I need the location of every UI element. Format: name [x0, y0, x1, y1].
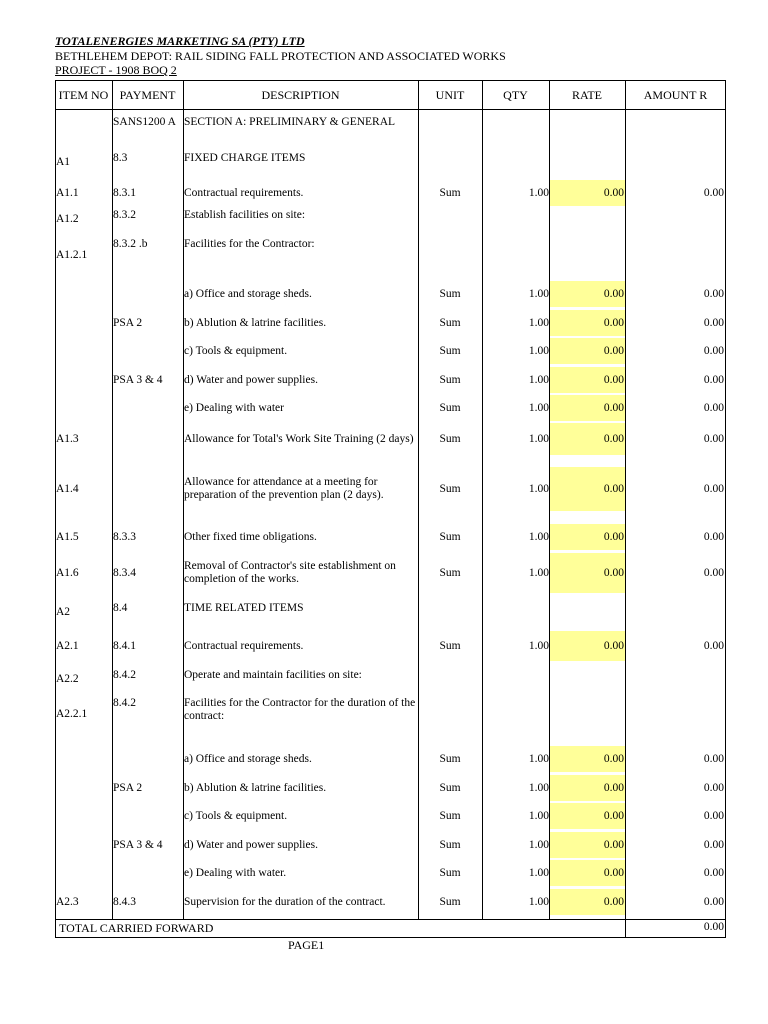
payment-ref-cell: 8.3.3: [113, 531, 136, 543]
unit-cell: Sum: [439, 895, 461, 908]
unit-cell: Sum: [439, 432, 461, 445]
description-cell: Allowance for Total's Work Site Training (2 days): [184, 433, 414, 445]
rate-cell[interactable]: 0.00: [550, 803, 625, 829]
unit-cell: Sum: [439, 316, 461, 329]
unit-cell: Sum: [439, 373, 461, 386]
payment-ref-cell: 8.4.2: [113, 669, 136, 681]
unit-cell: Sum: [439, 838, 461, 851]
rate-cell[interactable]: 0.00: [550, 367, 625, 393]
payment-ref-cell: 8.4.2: [113, 697, 136, 709]
description-cell: d) Water and power supplies.: [184, 839, 318, 851]
item-no-cell: A2.1: [56, 639, 79, 652]
payment-ref-cell: PSA 3 & 4: [113, 839, 163, 851]
quantity-cell: 1.00: [528, 781, 549, 794]
amount-cell: 0.00: [703, 809, 724, 822]
item-no-cell: A1.6: [56, 566, 79, 579]
item-no-cell: [56, 860, 111, 886]
unit-cell: Sum: [439, 344, 461, 357]
quantity-cell: 1.00: [528, 316, 549, 329]
col-header-item: ITEM NO: [58, 87, 109, 102]
quantity-cell: 1.00: [528, 432, 549, 445]
rate-cell[interactable]: 0.00: [550, 310, 625, 336]
quantity-cell: 1.00: [528, 639, 549, 652]
col-divider: [549, 80, 550, 919]
rate-cell[interactable]: 0.00: [550, 467, 625, 511]
rate-cell[interactable]: 0.00: [550, 775, 625, 801]
quantity-cell: 1.00: [528, 752, 549, 765]
item-no-cell: [56, 746, 111, 772]
amount-cell: 0.00: [703, 401, 724, 414]
unit-cell: [419, 697, 481, 731]
rate-cell[interactable]: 0.00: [550, 338, 625, 364]
amount-cell: [626, 238, 724, 272]
description-cell: Contractual requirements.: [184, 187, 304, 199]
boq-table: [55, 80, 726, 938]
item-no-cell: [56, 310, 111, 336]
amount-cell: 0.00: [703, 752, 724, 765]
col-header-rate: RATE: [572, 87, 602, 102]
rate-cell[interactable]: 0.00: [550, 860, 625, 886]
payment-ref-cell: PSA 2: [113, 782, 143, 794]
item-no-cell: A2.2.1: [56, 707, 88, 720]
quantity-cell: 1.00: [528, 186, 549, 199]
quantity-cell: 1.00: [528, 895, 549, 908]
description-cell: c) Tools & equipment.: [184, 345, 288, 357]
amount-cell: 0.00: [703, 866, 724, 879]
amount-cell: 0.00: [703, 373, 724, 386]
item-no-cell: [56, 775, 111, 801]
item-no-cell: A1.2.1: [56, 248, 88, 261]
unit-cell: Sum: [439, 566, 461, 579]
quantity-cell: 1.00: [528, 866, 549, 879]
description-cell: c) Tools & equipment.: [184, 810, 288, 822]
item-no-cell: A2: [56, 605, 71, 618]
item-no-cell: A1.4: [56, 482, 79, 495]
item-no-cell: [56, 338, 111, 364]
amount-cell: 0.00: [703, 287, 724, 300]
unit-cell: Sum: [439, 482, 461, 495]
quantity-cell: [483, 602, 549, 622]
payment-ref-cell: SANS1200 A: [113, 116, 176, 128]
quantity-cell: 1.00: [528, 838, 549, 851]
unit-cell: Sum: [439, 639, 461, 652]
payment-ref-cell: PSA 2: [113, 317, 143, 329]
amount-cell: [626, 209, 724, 229]
item-no-cell: A1: [56, 155, 71, 168]
col-header-description: DESCRIPTION: [261, 87, 340, 102]
description-cell: a) Office and storage sheds.: [184, 288, 312, 300]
amount-cell: 0.00: [703, 432, 724, 445]
quantity-cell: 1.00: [528, 344, 549, 357]
description-cell: Allowance for attendance at a meeting for preparation of the prevention plan (2 days).: [184, 476, 384, 501]
col-divider: [112, 80, 113, 919]
unit-cell: [419, 602, 481, 622]
unit-cell: [419, 116, 481, 136]
description-cell: Supervision for the duration of the contract.: [184, 896, 386, 908]
unit-cell: [419, 152, 481, 172]
page-number: PAGE1: [288, 938, 325, 952]
quantity-cell: [483, 152, 549, 172]
total-label: TOTAL CARRIED FORWARD: [59, 921, 214, 935]
quantity-cell: 1.00: [528, 809, 549, 822]
item-no-cell: A1.5: [56, 530, 79, 543]
amount-cell: [626, 697, 724, 731]
amount-cell: 0.00: [703, 482, 724, 495]
quantity-cell: 1.00: [528, 373, 549, 386]
unit-cell: Sum: [439, 809, 461, 822]
description-cell: a) Office and storage sheds.: [184, 753, 312, 765]
total-value: 0.00: [703, 921, 724, 933]
payment-ref-cell: 8.4.1: [113, 640, 136, 652]
item-no-cell: A1.2: [56, 212, 79, 225]
amount-cell: 0.00: [703, 639, 724, 652]
amount-cell: 0.00: [703, 316, 724, 329]
item-no-cell: A2.2: [56, 672, 79, 685]
item-no-cell: [56, 803, 111, 829]
payment-ref-cell: 8.4: [113, 602, 128, 614]
item-no-cell: [56, 832, 111, 858]
item-no-cell: [56, 281, 111, 307]
rate-cell[interactable]: 0.00: [550, 746, 625, 772]
payment-ref-cell: 8.3.1: [113, 187, 136, 199]
quantity-cell: 1.00: [528, 401, 549, 414]
unit-cell: [419, 209, 481, 229]
col-divider: [55, 80, 56, 938]
item-no-cell: [56, 116, 111, 136]
amount-cell: [626, 669, 724, 689]
amount-cell: [626, 602, 724, 622]
description-cell: Facilities for the Contractor:: [184, 238, 315, 250]
payment-ref-cell: PSA 3 & 4: [113, 374, 163, 386]
project-reference: PROJECT - 1908 BOQ 2: [55, 63, 177, 77]
unit-cell: Sum: [439, 401, 461, 414]
description-cell: TIME RELATED ITEMS: [184, 602, 304, 614]
item-no-cell: A1.1: [56, 186, 79, 199]
col-header-unit: UNIT: [435, 87, 465, 102]
quantity-cell: [483, 669, 549, 689]
rate-cell[interactable]: 0.00: [550, 889, 625, 915]
rate-cell[interactable]: 0.00: [550, 832, 625, 858]
amount-cell: [626, 152, 724, 172]
amount-cell: 0.00: [703, 344, 724, 357]
payment-ref-cell: 8.3.2: [113, 209, 136, 221]
col-header-amount: AMOUNT R: [643, 87, 708, 102]
quantity-cell: 1.00: [528, 566, 549, 579]
unit-cell: [419, 669, 481, 689]
unit-cell: Sum: [439, 866, 461, 879]
quantity-cell: 1.00: [528, 287, 549, 300]
quantity-cell: 1.00: [528, 530, 549, 543]
item-no-cell: [56, 367, 111, 393]
col-divider: [725, 80, 726, 938]
rate-cell[interactable]: 0.00: [550, 423, 625, 455]
amount-cell: 0.00: [703, 530, 724, 543]
payment-ref-cell: 8.3: [113, 152, 128, 164]
quantity-cell: [483, 116, 549, 136]
description-cell: Other fixed time obligations.: [184, 531, 317, 543]
rate-cell[interactable]: 0.00: [550, 281, 625, 307]
description-cell: Operate and maintain facilities on site:: [184, 669, 362, 681]
description-cell: Facilities for the Contractor for the duration of the contract:: [184, 697, 416, 722]
rate-cell[interactable]: 0.00: [550, 553, 625, 593]
description-cell: e) Dealing with water.: [184, 867, 287, 879]
col-divider: [482, 80, 483, 919]
description-cell: FIXED CHARGE ITEMS: [184, 152, 306, 164]
unit-cell: Sum: [439, 781, 461, 794]
rate-cell[interactable]: 0.00: [550, 180, 625, 206]
description-cell: e) Dealing with water: [184, 402, 284, 414]
amount-cell: 0.00: [703, 186, 724, 199]
unit-cell: Sum: [439, 530, 461, 543]
description-cell: Removal of Contractor's site establishment on completion of the works.: [184, 560, 396, 585]
unit-cell: Sum: [439, 752, 461, 765]
quantity-cell: 1.00: [528, 482, 549, 495]
payment-ref-cell: 8.3.2 .b: [113, 238, 148, 250]
amount-cell: 0.00: [703, 838, 724, 851]
description-cell: d) Water and power supplies.: [184, 374, 318, 386]
item-no-cell: [56, 395, 111, 421]
item-no-cell: A1.3: [56, 432, 79, 445]
description-cell: b) Ablution & latrine facilities.: [184, 782, 327, 794]
description-cell: SECTION A: PRELIMINARY & GENERAL: [184, 116, 396, 128]
col-divider: [625, 80, 626, 938]
payment-ref-cell: 8.3.4: [113, 567, 136, 579]
unit-cell: [419, 238, 481, 272]
depot-title: BETHLEHEM DEPOT: RAIL SIDING FALL PROTECTION AND ASSOCIATED WORKS: [55, 49, 506, 63]
payment-ref-cell: 8.4.3: [113, 896, 136, 908]
company-name: TOTALENERGIES MARKETING SA (PTY) LTD: [55, 34, 305, 48]
description-cell: Contractual requirements.: [184, 640, 304, 652]
amount-cell: [626, 116, 724, 136]
amount-cell: 0.00: [703, 895, 724, 908]
rate-cell[interactable]: 0.00: [550, 524, 625, 550]
description-cell: b) Ablution & latrine facilities.: [184, 317, 327, 329]
rate-cell[interactable]: 0.00: [550, 631, 625, 661]
amount-cell: 0.00: [703, 566, 724, 579]
col-header-qty: QTY: [503, 87, 528, 102]
quantity-cell: [483, 238, 549, 272]
unit-cell: Sum: [439, 287, 461, 300]
item-no-cell: A2.3: [56, 895, 79, 908]
quantity-cell: [483, 209, 549, 229]
unit-cell: Sum: [439, 186, 461, 199]
col-divider: [183, 80, 184, 919]
description-cell: Establish facilities on site:: [184, 209, 306, 221]
rate-cell[interactable]: 0.00: [550, 395, 625, 421]
quantity-cell: [483, 697, 549, 731]
document-header: [55, 34, 506, 77]
col-divider: [418, 80, 419, 919]
col-header-payment: PAYMENT: [119, 87, 176, 102]
amount-cell: 0.00: [703, 781, 724, 794]
